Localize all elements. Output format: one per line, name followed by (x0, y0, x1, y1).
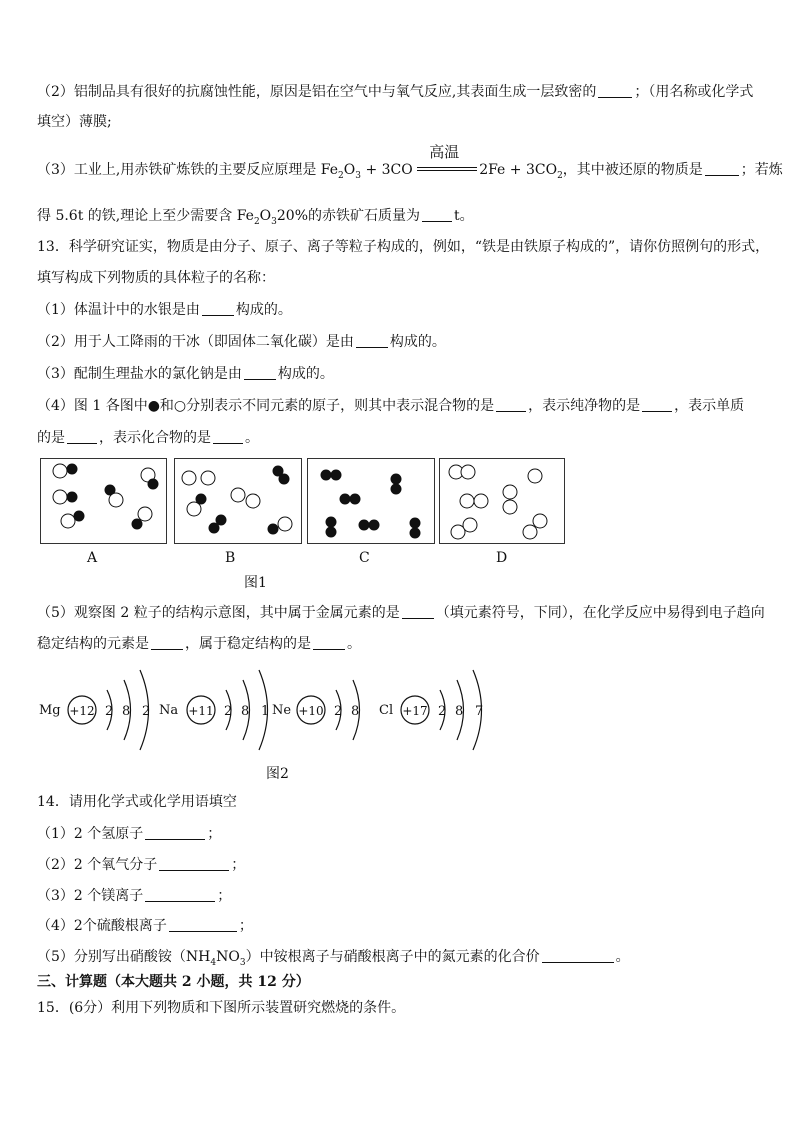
q14-item3: （3）2 个镁离子 ； (37, 888, 232, 904)
answer-blank[interactable] (145, 825, 205, 840)
na-shell-2: 8 (241, 704, 250, 719)
answer-blank[interactable] (169, 917, 237, 932)
na-shell-1: 2 (224, 704, 233, 719)
answer-blank[interactable] (705, 161, 739, 176)
answer-blank[interactable] (67, 429, 97, 444)
answer-blank[interactable] (496, 397, 526, 412)
fig1-caption: 图1 (244, 575, 267, 591)
section-3-title: 三、计算题（本大题共 2 小题，共 12 分） (37, 974, 310, 990)
particle-diagram-c (308, 459, 433, 542)
reaction-condition-arrow: 高温 (417, 160, 479, 180)
q14-item1: （1）2 个氢原子 ； (37, 826, 222, 842)
ne-symbol: Ne (272, 703, 292, 718)
answer-blank[interactable] (159, 856, 229, 871)
particle-diagram-a (41, 459, 165, 542)
q13-item3: （3）配制生理盐水的氯化钠是由 构成的。 (37, 366, 334, 382)
mg-shell-1: 2 (105, 704, 114, 719)
answer-blank[interactable] (542, 948, 614, 963)
fig1-label-a: A (87, 550, 98, 566)
cl-shell-2: 8 (455, 704, 464, 719)
na-nucleus-charge: +11 (188, 704, 214, 718)
answer-blank[interactable] (213, 429, 243, 444)
q14-item5: （5）分别写出硝酸铵$(NH_4NO_3)$中铵根离子与硝酸根离子中的氮元素的化合价 。 (37, 949, 630, 968)
q13-item4-line2: 的是 ，表示化合物的是 。 (37, 430, 259, 446)
q13-item5-line2: 稳定结构的元素是 ，属于稳定结构的是 。 (37, 636, 361, 652)
q13-item4-line1: （4）图 1 各图中●和○分别表示不同元素的原子，则其中表示混合物的是 ，表示纯净物的是 ，表示单质 (37, 398, 745, 414)
ne-nucleus-charge: +10 (298, 704, 324, 718)
fig1-box-b (174, 458, 302, 544)
fig1-label-c: C (359, 550, 370, 566)
mg-shell-3: 2 (142, 704, 151, 719)
answer-blank[interactable] (202, 301, 234, 316)
q14-item2: （2）2 个氧气分子 ； (37, 857, 246, 873)
q13-intro2: 填写构成下列物质的具体粒子的名称： (37, 270, 275, 286)
cl-shell-3: 7 (475, 704, 484, 719)
fig1-box-d (439, 458, 565, 544)
answer-blank[interactable] (402, 604, 434, 619)
q14-title: 14．请用化学式或化学用语填空 (37, 794, 237, 810)
mg-shell-2: 8 (122, 704, 131, 719)
answer-blank[interactable] (313, 635, 345, 650)
answer-blank[interactable] (151, 635, 183, 650)
na-symbol: Na (159, 703, 179, 718)
fig1-box-c (307, 458, 435, 544)
q12-part3-line2: 得 5.6t 的铁,理论上至少需要含 $Fe_2O_320\%$的赤铁矿石质量为 t。 (37, 208, 474, 227)
ne-shell-2: 8 (351, 704, 360, 719)
answer-blank[interactable] (356, 333, 388, 348)
fig2-caption: 图2 (266, 766, 289, 782)
mg-nucleus-charge: +12 (69, 704, 95, 718)
answer-blank[interactable] (642, 397, 672, 412)
answer-blank[interactable] (244, 365, 276, 380)
fig1-label-b: B (225, 550, 236, 566)
q13-item5-line1: （5）观察图 2 粒子的结构示意图，其中属于金属元素的是 （填元素符号，下同），在化学反应中易得到电子趋向 (37, 605, 765, 621)
answer-blank[interactable] (145, 887, 215, 902)
particle-diagram-d (440, 459, 563, 542)
answer-blank[interactable] (422, 207, 452, 222)
na-shell-3: 1 (261, 704, 270, 719)
q13-item2: （2）用于人工降雨的干冰（即固体二氧化碳）是由 构成的。 (37, 334, 446, 350)
q13-intro: 13．科学研究证实，物质是由分子、原子、离子等粒子构成的，例如，“铁是由铁原子构成的”，请你仿照例句的形式， (37, 239, 770, 255)
q12-part2-line2: 填空）薄膜; (37, 114, 112, 130)
cl-symbol: Cl (379, 703, 394, 718)
q12-part3-line1: （3）工业上,用赤铁矿炼铁的主要反应原理是 $Fe_2O_3 + 3CO$ 高温 $2Fe + 3CO_2$，其中被还原的物质是 ；若炼 (37, 143, 783, 181)
ne-shell-1: 2 (334, 704, 343, 719)
cl-shell-1: 2 (438, 704, 447, 719)
cl-nucleus-charge: +17 (402, 704, 428, 718)
q13-item1: （1）体温计中的水银是由 构成的。 (37, 302, 292, 318)
mg-symbol: Mg (39, 703, 61, 718)
q12-part2-line1: （2）铝制品具有很好的抗腐蚀性能，原因是铝在空气中与氧气反应,其表面生成一层致密的 ；（用名称或化学式 (37, 84, 754, 100)
q15-text: 15．(6分）利用下列物质和下图所示装置研究燃烧的条件。 (37, 1000, 406, 1016)
q14-item4: （4）2个硫酸根离子 ； (37, 918, 253, 934)
fig1-box-a (40, 458, 167, 544)
particle-diagram-b (175, 459, 300, 542)
fig1-label-d: D (496, 550, 508, 566)
fig2-atom-diagrams (34, 662, 504, 757)
answer-blank[interactable] (598, 83, 632, 98)
